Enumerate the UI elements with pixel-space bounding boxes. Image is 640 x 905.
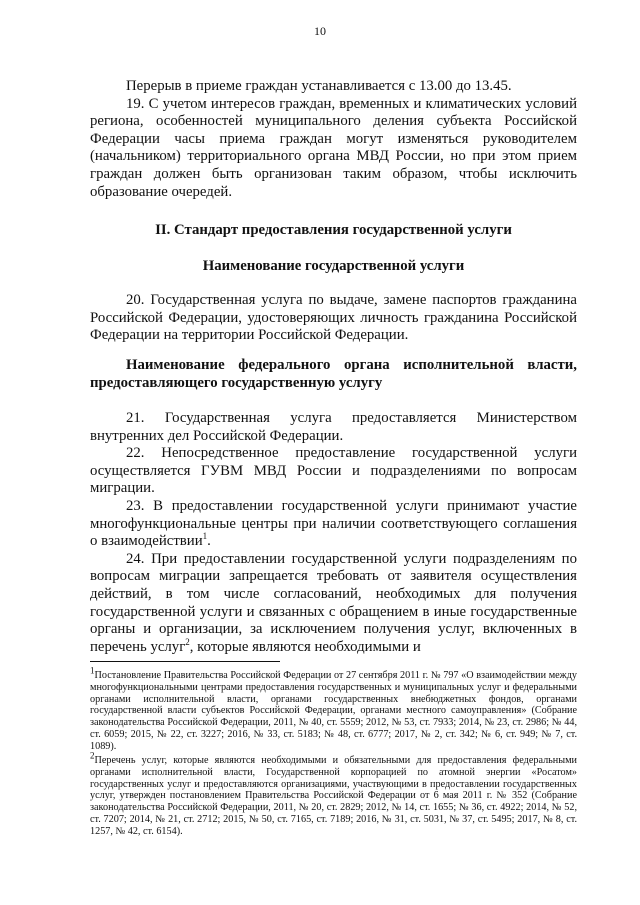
paragraph-19: 19. С учетом интересов граждан, временных и климатических условий региона, особенностей муниципального деления субъекта Российской Федерации часы приема граждан могут изменяться руководителем (начальником) территориального органа МВД России, но при этом прием граждан должен быть организован таким образом, чтобы исключить образование очередей. bbox=[90, 95, 577, 200]
paragraph-23-end: . bbox=[207, 533, 211, 550]
paragraph-23-text: 23. В предоставлении государственной услуги принимают участие многофункциональные центры при наличии соответствующего соглашения о взаимодействии bbox=[90, 497, 577, 550]
subheading-name-block bbox=[90, 258, 577, 276]
paragraph-24 bbox=[90, 551, 577, 657]
heading-federal-organ: Наименование федерального органа исполнительной власти, предоставляющего государственную услугу bbox=[90, 357, 577, 391]
paragraph-24-text: 24. При предоставлении государственной услуги подразделениям по вопросам миграции запрещается требовать от заявителя осуществления действий, в том числе согласований, необходимых для получения государственной услуги и связанных с обращением в иные государственные органы и организации, за исключением получения услуг, включенных в перечень услуг bbox=[90, 550, 577, 655]
footnote-ref-1: 1 bbox=[202, 531, 208, 542]
section-heading-block bbox=[90, 222, 577, 240]
paragraph-20: 20. Государственная услуга по выдаче, замене паспортов гражданина Российской Федерации, удостоверяющих личность гражданина Российской Федерации на территории Российской Федерации. bbox=[90, 292, 577, 344]
paragraph-23 bbox=[90, 498, 577, 551]
paragraph-22: 22. Непосредственное предоставление государственной услуги осуществляется ГУВМ МВД России и подразделениями по вопросам миграции. bbox=[90, 445, 577, 497]
heading-service-name: Наименование государственной услуги bbox=[202, 258, 465, 274]
paragraph-break-time: Перерыв в приеме граждан устанавливается с 13.00 до 13.45. bbox=[126, 78, 512, 94]
subheading-organ-block bbox=[90, 357, 577, 392]
paragraph-24-text-end: , которые являются необходимыми и bbox=[189, 638, 421, 655]
text-block-20 bbox=[90, 292, 577, 345]
footnote-2-mark: 2 bbox=[90, 750, 95, 761]
footnote-divider bbox=[90, 661, 280, 662]
footnote-2 bbox=[90, 750, 577, 838]
footnote-1-text: Постановление Правительства Российской Федерации от 27 сентября 2011 г. № 797 «О взаимодействии между многофункциональными центрами предоставления государственных и муниципальных услуг и федеральными органами исполнительной власти, органами государственных внебюджетных фондов, органами государственной власти субъектов Российской Федерации, органами местного самоуправления» (Собрание законодательства Российской Федерации, 2011, № 40, ст. 5559; 2012, № 53, ст. 7933; 2014, № 23, ст. 2986; № 44, ст. 6059; 2015, № 22, ст. 3227; 2016, № 33, ст. 5183; № 48, ст. 6777; 2017, № 2, ст. 342; № 6, ст. 949; № 7, ст. 1089). bbox=[90, 670, 577, 752]
footnote-1 bbox=[90, 665, 577, 753]
text-block-top bbox=[90, 78, 577, 201]
page-number: 10 bbox=[314, 24, 326, 38]
footnote-2-text: Перечень услуг, которые являются необходимыми и обязательными для предоставления федеральными органами исполнительной власти, Государственной корпорацией по атомной энергии «Росатом» государственных услуг и предоставляются организациями, участвующими в предоставлении государственных услуг, утвержден постановлением Правительства Российской Федерации от 6 мая 2011 г. № 352 (Собрание законодательства Российской Федерации, 2011, № 20, ст. 2829; 2012, № 14, ст. 1655; № 36, ст. 4922; 2014, № 52, ст. 7207; 2014, № 21, ст. 2712; 2015, № 50, ст. 7165, ст. 7189; 2016, № 31, ст. 5031, № 37, ст. 5495; 2017, № 8, ст. 1257, № 42, ст. 6154). bbox=[90, 755, 577, 837]
text-block-main bbox=[90, 410, 577, 656]
footnote-ref-2: 2 bbox=[185, 636, 190, 647]
paragraph-21: 21. Государственная услуга предоставляется Министерством внутренних дел Российской Федерации. bbox=[90, 410, 577, 444]
section-title: II. Стандарт предоставления государственной услуги bbox=[155, 222, 512, 238]
footnote-1-mark: 1 bbox=[90, 665, 95, 676]
